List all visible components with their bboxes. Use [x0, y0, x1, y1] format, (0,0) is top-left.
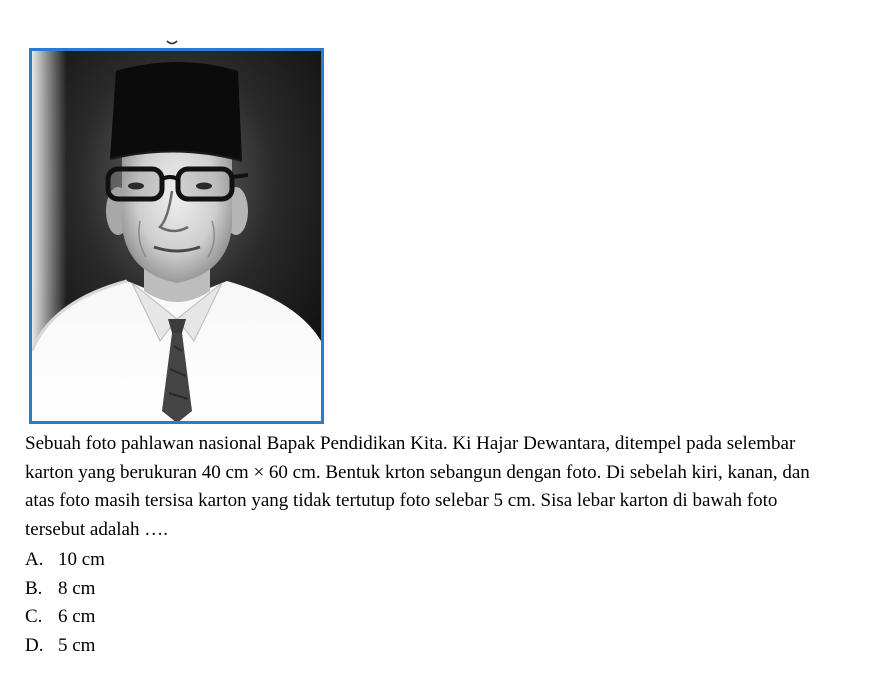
option-text: 10 cm	[58, 549, 105, 570]
option-text: 8 cm	[58, 577, 96, 599]
option-text: 6 cm	[58, 606, 96, 627]
option-letter: C.	[25, 606, 43, 627]
option-letter: D.	[25, 634, 44, 656]
option-c[interactable]	[25, 603, 105, 632]
question-text: Sebuah foto pahlawan nasional Bapak Pendidikan Kita. Ki Hajar Dewantara, ditempel pada selembar karton yang berukuran 40 cm × 60 cm. Bentuk krton sebangun dengan foto. Di sebelah kiri, kanan, dan atas foto masih tersisa karton yang tidak tertutup foto selebar 5 cm. Sisa lebar karton di bawah foto tersebut adalah ….	[25, 433, 810, 540]
option-letter: B.	[25, 577, 43, 599]
option-text: 5 cm	[58, 634, 96, 656]
option-letter: A.	[25, 549, 44, 570]
answer-options	[25, 546, 105, 660]
option-d[interactable]	[25, 632, 105, 661]
option-b[interactable]	[25, 575, 105, 604]
portrait-photo	[29, 48, 324, 424]
question-text-block	[25, 430, 840, 544]
breve-mark	[166, 40, 178, 46]
option-a[interactable]	[25, 546, 105, 575]
portrait-illustration	[32, 51, 321, 421]
